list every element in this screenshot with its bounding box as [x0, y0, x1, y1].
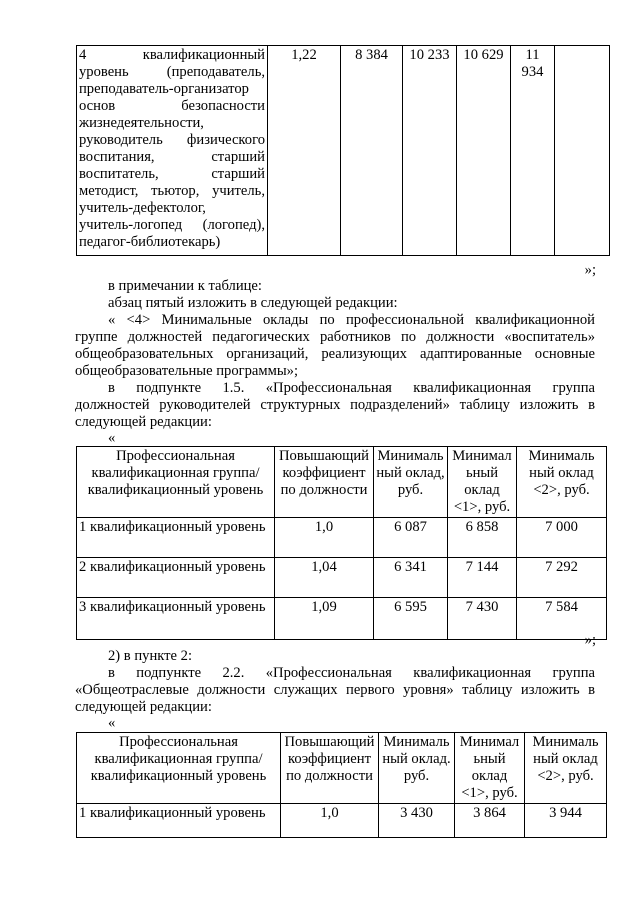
header-line: ный оклад [533, 751, 598, 767]
header-line: коэффициент [282, 465, 366, 481]
text-line: следующей редакции: [75, 699, 212, 715]
header-line: коэффициент [288, 751, 371, 767]
paragraph-subpoint-1-5 [75, 380, 595, 431]
header-line: Минимал [452, 448, 512, 464]
coef-cell: 1,0 [275, 518, 374, 558]
header-line: Профессиональная [116, 448, 235, 464]
text-line: в подпункте 2.2. «Профессиональная квалификационная группа [108, 665, 595, 681]
coef-cell: 1,22 [268, 46, 341, 256]
header-line: ный оклад [529, 465, 594, 481]
header-line: квалификационный уровень [90, 768, 267, 784]
paragraph-abzac: абзац пятый изложить в следующей редакции: [108, 295, 398, 311]
text-line: в подпункте 1.5. «Профессиональная квалификационная группа [108, 380, 595, 396]
header-line: <1>, руб. [461, 785, 518, 801]
level-name-line: учитель-дефектолог, [79, 200, 206, 216]
coef-cell: 1,09 [275, 598, 374, 640]
header-cell-coef [281, 733, 379, 804]
table-row [77, 46, 610, 256]
table-header-row [77, 447, 607, 518]
header-line: по должности [280, 482, 368, 498]
paragraph-note: в примечании к таблице: [108, 278, 262, 294]
level-name-line: руководитель физического [79, 132, 265, 148]
header-line: квалификационная группа/ [94, 751, 263, 767]
table-row [77, 518, 607, 558]
table-row [77, 804, 607, 838]
header-line: <1>, руб. [453, 499, 511, 515]
level-name-line: учитель-логопед (логопед), [79, 217, 265, 233]
text-line: группе должностей педагогических работников по должности «воспитатель» [75, 329, 595, 345]
header-line: руб. [397, 482, 424, 498]
header-line: Минималь [528, 448, 595, 464]
text-line: должностей руководителей структурных подразделений» таблицу изложить в [75, 397, 595, 413]
level-name-cell [77, 46, 268, 256]
level-cell: 2 квалификационный уровень [77, 558, 275, 598]
header-line: ьный [473, 751, 506, 767]
value-cell: 7 430 [448, 598, 517, 640]
table-header-row [77, 733, 607, 804]
header-line: Минималь [377, 448, 444, 464]
header-cell-salary [379, 733, 455, 804]
value-cell: 7 292 [517, 558, 607, 598]
header-line: Повышающий [284, 734, 375, 750]
value-cell: 3 430 [379, 804, 455, 838]
value-cell: 7 584 [517, 598, 607, 640]
header-cell-group [77, 447, 275, 518]
quote-close: »; [584, 262, 596, 278]
header-line: квалификационная группа/ [91, 465, 260, 481]
value-cell: 6 595 [374, 598, 448, 640]
text-line: « <4> Минимальные оклады по профессиональной квалификационной [108, 312, 595, 328]
value-cell: 8 384 [341, 46, 403, 256]
header-line: <2>, руб. [537, 768, 594, 784]
value-cell: 10 233 [403, 46, 457, 256]
text-line: общеобразовательные программы»; [75, 363, 299, 379]
level-name-line: жизнедеятельности, [79, 115, 204, 131]
value-cell: 11 934 [511, 46, 555, 256]
coef-cell: 1,04 [275, 558, 374, 598]
text-line: следующей редакции: [75, 414, 212, 430]
table-pkg-row-4 [76, 45, 610, 256]
paragraph-footnote [75, 312, 595, 380]
header-line: руб. [403, 768, 430, 784]
header-line: Профессиональная [119, 734, 238, 750]
header-line: Минималь [383, 734, 450, 750]
value-cell: 6 341 [374, 558, 448, 598]
header-line: квалификационный уровень [87, 482, 264, 498]
header-line: <2>, руб. [533, 482, 590, 498]
header-line: Повышающий [278, 448, 369, 464]
header-line: ный оклад. [382, 751, 451, 767]
value-cell: 3 864 [455, 804, 525, 838]
table-row [77, 598, 607, 640]
table-heads-structural-units [76, 446, 607, 640]
header-line: ный оклад, [376, 465, 445, 481]
text-line: «Общеотраслевые должности служащих первого уровня» таблицу изложить в [75, 682, 595, 698]
table-row [77, 558, 607, 598]
level-cell: 3 квалификационный уровень [77, 598, 275, 640]
quote-open: « [108, 430, 116, 446]
level-name-line: преподаватель-организатор [79, 81, 249, 97]
header-line: ьный [465, 465, 499, 481]
level-name-line: основ безопасности [79, 98, 265, 114]
level-name-line: педагог-библиотекарь) [79, 234, 221, 250]
level-name-line: методист, тьютор, учитель, [79, 183, 265, 199]
level-name-line: уровень (преподаватель, [79, 64, 265, 80]
level-name-line: воспитания, старший [79, 149, 265, 165]
header-cell-salary [374, 447, 448, 518]
value-cell: 6 087 [374, 518, 448, 558]
value-cell: 3 944 [525, 804, 607, 838]
value-cell: 6 858 [448, 518, 517, 558]
level-name-line: воспитатель, старший [79, 166, 265, 182]
paragraph-subpoint-2-2 [75, 665, 595, 716]
empty-cell [555, 46, 610, 256]
header-cell-salary-1 [448, 447, 517, 518]
header-line: оклад [471, 768, 508, 784]
paragraph-point-2: 2) в пункте 2: [108, 648, 193, 664]
header-cell-coef [275, 447, 374, 518]
header-cell-salary-2 [517, 447, 607, 518]
table-general-positions [76, 732, 607, 838]
header-cell-salary-2 [525, 733, 607, 804]
level-name-line: 4 квалификационный [79, 47, 265, 63]
value-cell: 10 629 [457, 46, 511, 256]
quote-open: « [108, 715, 116, 731]
header-line: по должности [286, 768, 373, 784]
level-cell: 1 квалификационный уровень [77, 804, 281, 838]
coef-cell: 1,0 [281, 804, 379, 838]
header-line: Минимал [459, 734, 520, 750]
quote-close: »; [584, 632, 596, 648]
header-cell-salary-1 [455, 733, 525, 804]
value-cell: 7 000 [517, 518, 607, 558]
header-line: оклад [464, 482, 500, 498]
value-cell: 7 144 [448, 558, 517, 598]
header-cell-group [77, 733, 281, 804]
text-line: общеобразовательных организаций, реализующих адаптированные основные [75, 346, 595, 362]
level-cell: 1 квалификационный уровень [77, 518, 275, 558]
header-line: Минималь [532, 734, 599, 750]
